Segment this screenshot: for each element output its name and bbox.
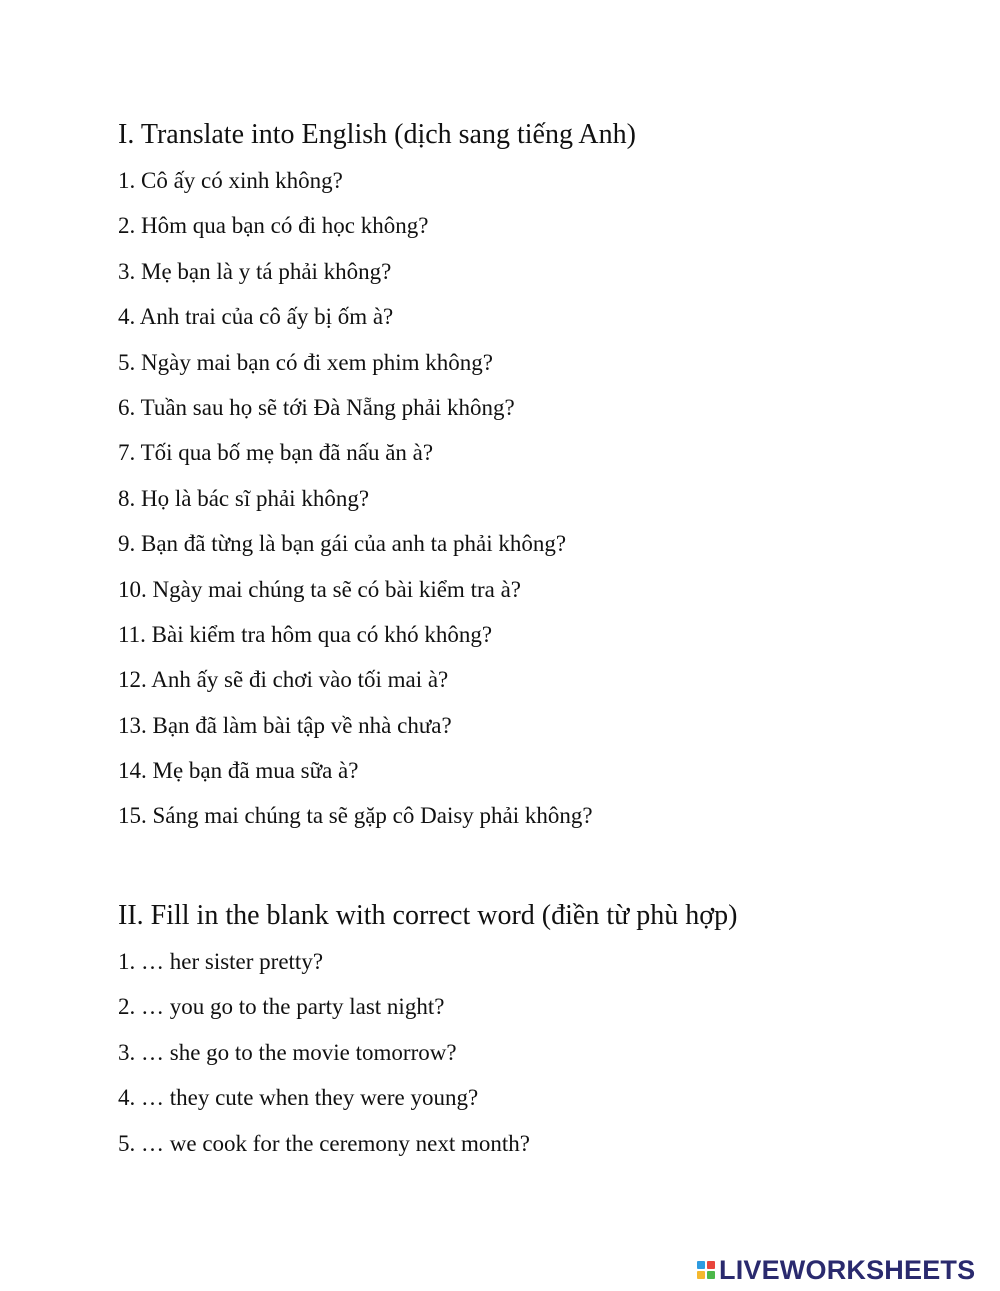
section-fill-blank — [118, 902, 737, 1155]
question-item: 1. Cô ấy có xinh không? — [118, 168, 343, 193]
question-item: 2. … you go to the party last night? — [118, 994, 445, 1020]
question-item: 6. Tuần sau họ sẽ tới Đà Nẵng phải không? — [118, 394, 515, 420]
section-title-fill-blank: II. Fill in the blank with correct word (điền từ phù hợp) — [118, 900, 738, 931]
logo-block — [707, 1271, 715, 1279]
question-item: 5. … we cook for the ceremony next month? — [118, 1130, 530, 1156]
question-item: 14. Mẹ bạn đã mua sữa à? — [118, 758, 359, 784]
question-item: 11. Bài kiểm tra hôm qua có khó không? — [118, 621, 493, 647]
question-item: 2. Hôm qua bạn có đi học không? — [118, 213, 429, 239]
question-list-translate — [118, 169, 636, 827]
question-item: 8. Họ là bác sĩ phải không? — [118, 485, 370, 511]
question-item: 7. Tối qua bố mẹ bạn đã nấu ăn à? — [118, 440, 434, 466]
logo-block — [697, 1261, 705, 1269]
liveworksheets-logo — [697, 1255, 975, 1285]
logo-block — [707, 1261, 715, 1269]
logo-text: LIVEWORKSHEETS — [719, 1255, 976, 1285]
section-title-translate: I. Translate into English (dịch sang tiếng Anh) — [118, 119, 636, 150]
question-item: 13. Bạn đã làm bài tập về nhà chưa? — [118, 712, 452, 738]
logo-blocks-icon — [697, 1261, 715, 1279]
logo-block — [697, 1271, 705, 1279]
question-list-fill-blank — [118, 950, 737, 1155]
question-item: 12. Anh ấy sẽ đi chơi vào tối mai à? — [118, 667, 449, 693]
question-item: 4. … they cute when they were young? — [118, 1085, 479, 1111]
question-item: 1. … her sister pretty? — [118, 949, 324, 974]
question-item: 3. … she go to the movie tomorrow? — [118, 1039, 457, 1065]
section-translate — [118, 121, 636, 827]
question-item: 5. Ngày mai bạn có đi xem phim không? — [118, 349, 493, 375]
question-item: 10. Ngày mai chúng ta sẽ có bài kiểm tra à? — [118, 576, 521, 602]
question-item: 3. Mẹ bạn là y tá phải không? — [118, 258, 392, 284]
question-item: 15. Sáng mai chúng ta sẽ gặp cô Daisy phải không? — [118, 803, 593, 829]
question-item: 9. Bạn đã từng là bạn gái của anh ta phải không? — [118, 531, 567, 557]
question-item: 4. Anh trai của cô ấy bị ốm à? — [118, 304, 394, 330]
